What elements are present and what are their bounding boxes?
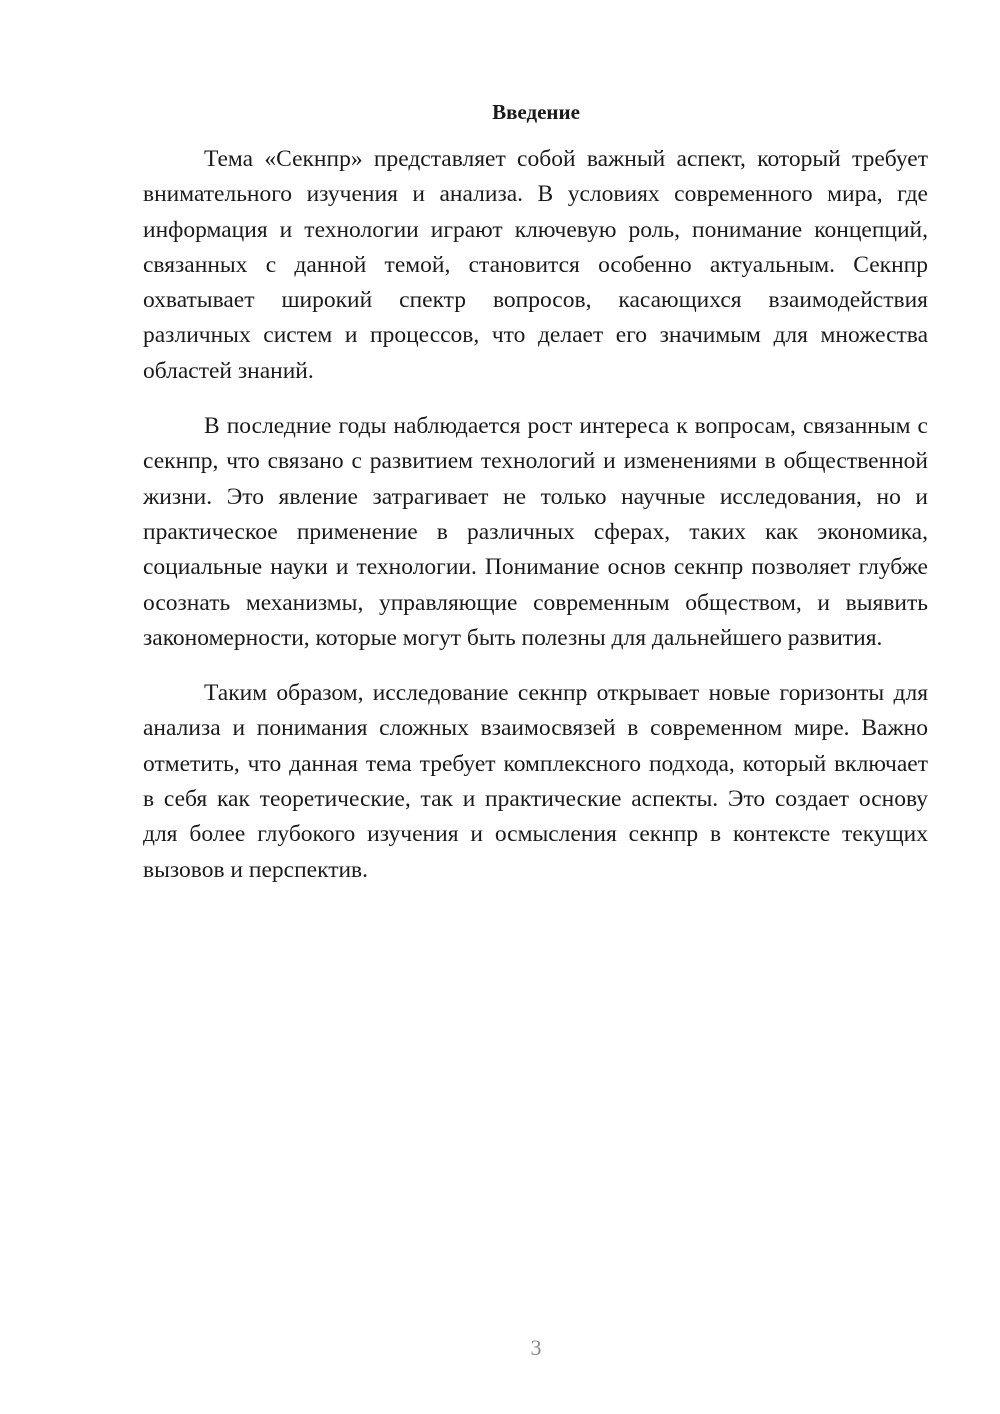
document-body <box>143 142 928 908</box>
paragraph: В последние годы наблюдается рост интереса к вопросам, связанным с секнпр, что связано с развитием технологий и изменениями в общественной жизни. Это явление затрагивает не только научные исследования, но и практическое применение в различных сферах, таких как экономика, социальные науки и технологии. Понимание основ секнпр позволяет глубже осознать механизмы, управляющие современным обществом, и выявить закономерности, которые могут быть полезны для дальнейшего развития. <box>143 413 928 651</box>
page-title: Введение <box>492 100 580 124</box>
page-number: 3 <box>530 1335 542 1360</box>
paragraph: Тема «Секнпр» представляет собой важный аспект, который требует внимательного изучения и анализа. В условиях современного мира, где информация и технологии играют ключевую роль, понимание концепций, связанных с данной темой, становится особенно актуальным. Секнпр охватывает широкий спектр вопросов, касающихся взаимодействия различных систем и процессов, что делает его значимым для множества областей знаний. <box>143 146 928 384</box>
paragraph: Таким образом, исследование секнпр открывает новые горизонты для анализа и понимания сложных взаимосвязей в современном мире. Важно отметить, что данная тема требует комплексного подхода, который включает в себя как теоретические, так и практические аспекты. Это создает основу для более глубокого изучения и осмысления секнпр в контексте текущих вызовов и перспектив. <box>143 680 928 883</box>
